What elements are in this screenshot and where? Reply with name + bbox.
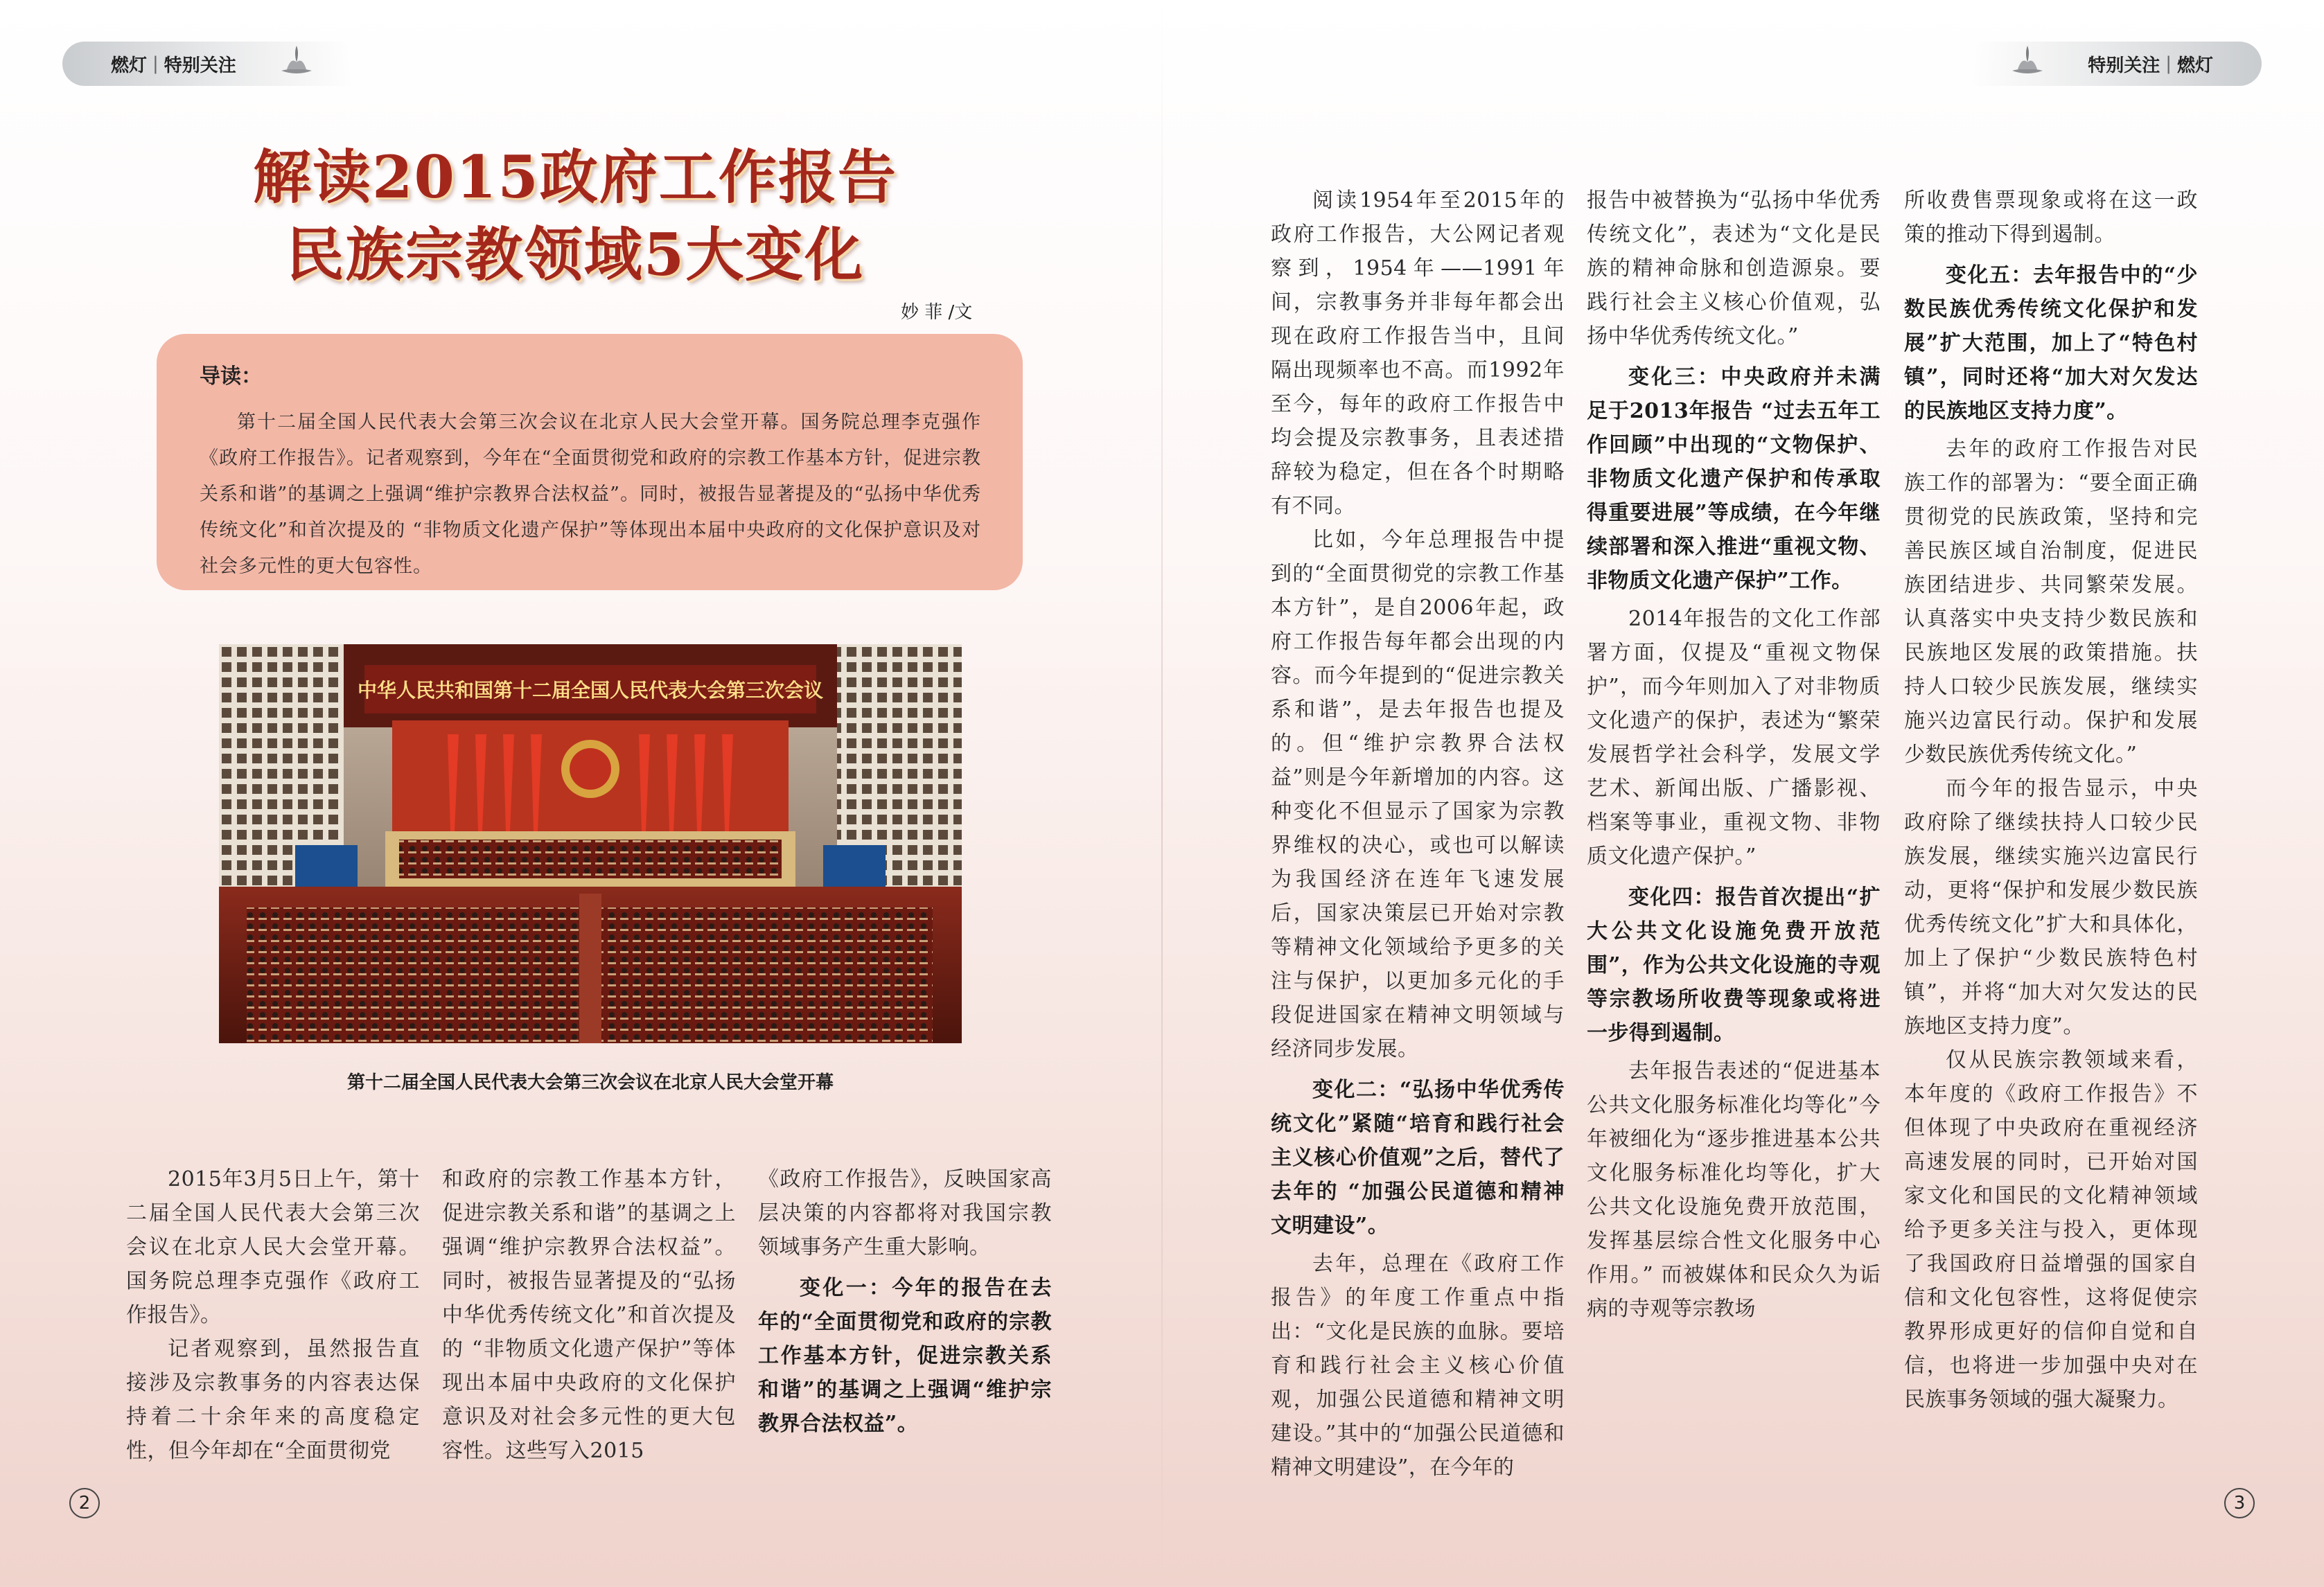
section-name: 特别关注 bbox=[164, 55, 236, 76]
section-name: 特别关注 bbox=[2088, 55, 2160, 76]
title-line-1: 解读2015政府工作报告 bbox=[253, 143, 897, 211]
hall-banner-text: 中华人民共和国第十二届全国人民代表大会第三次会议 bbox=[357, 679, 824, 702]
intro-label: 导读： bbox=[200, 364, 262, 389]
running-header-right bbox=[1971, 42, 2262, 86]
congress-hall-photo bbox=[219, 644, 962, 1043]
body-column-3 bbox=[758, 1162, 1052, 1445]
paragraph: 去年的政府工作报告对民族工作的部署为：“要全面正确贯彻党的民族政策，坚持和完善民族区域自治制度，促进民族团结进步、共同繁荣发展。认真落实中央支持少数民族和民族地区发展的政策措施。扶持人口较少民族发展，继续实施兴边富民行动。保护和发展少数民族优秀传统文化。” bbox=[1904, 437, 2198, 767]
title-line-2: 民族宗教领域5大变化 bbox=[285, 220, 865, 289]
lotus-lamp-icon bbox=[277, 42, 316, 80]
subheading-change-3: 变化三：中央政府并未满足于2013年报告 “过去五年工作回顾”中出现的“文物保护、非物质文化遗产保护和传承取得重要进展”等成绩，在今年继续部署和深入推进“重视文物、非物质文化遗产保护”工作。 bbox=[1587, 365, 1881, 593]
body-column-1 bbox=[126, 1162, 420, 1468]
subheading-change-2: 变化二：“弘扬中华优秀传统文化”紧随“培育和践行社会主义核心价值观”之后，替代了去年的 “加强公民道德和精神文明建设”。 bbox=[1271, 1078, 1565, 1238]
paragraph: 2015年3月5日上午，第十二届全国人民代表大会第三次会议在北京人民大会堂开幕。国务院总理李克强作《政府工作报告》。 bbox=[126, 1167, 420, 1327]
paragraph: 而今年的报告显示，中央政府除了继续扶持人口较少民族发展，继续实施兴边富民行动，更将“保护和发展少数民族优秀传统文化”扩大和具体化，加上了保护“少数民族特色村镇”，并将“加大对欠发达的民族地区支持力度”。 bbox=[1904, 777, 2198, 1038]
page-number-left: 2 bbox=[69, 1488, 100, 1518]
paragraph: 和政府的宗教工作基本方针，促进宗教关系和谐”的基调之上强调“维护宗教界合法权益”。同时，被报告显著提及的“弘扬中华优秀传统文化”和首次提及的 “非物质文化遗产保护”等体现出本届中央政府的文化保护意识及对社会多元性的更大包容性。这些写入2015 bbox=[442, 1167, 736, 1463]
header-divider: | bbox=[152, 53, 159, 74]
magazine-name: 燃灯 bbox=[111, 55, 148, 76]
body-column-6 bbox=[1904, 184, 2198, 1417]
paragraph: 去年，总理在《政府工作报告》的年度工作重点中指出：“文化是民族的血脉。要培育和践行社会主义核心价值观，加强公民道德和精神文明建设。”其中的“加强公民道德和精神文明建设”，在今年的 bbox=[1271, 1252, 1565, 1480]
paragraph: 仅从民族宗教领域来看，本年度的《政府工作报告》不但体现了中央政府在重视经济高速发展的同时，已开始对国家文化和国民的文化精神领域给予更多关注与投入，更体现了我国政府日益增强的国家自信和文化包容性，这将促使宗教界形成更好的信仰自觉和自信，也将进一步加强中央对在民族事务领域的强大凝聚力。 bbox=[1904, 1048, 2198, 1412]
paragraph: 报告中被替换为“弘扬中华优秀传统文化”，表述为“文化是民族的精神命脉和创造源泉。要践行社会主义核心价值观，弘扬中华优秀传统文化。” bbox=[1587, 188, 1881, 348]
paragraph: 去年报告表述的“促进基本公共文化服务标准化均等化”今年被细化为“逐步推进基本公共文化服务标准化均等化，扩大公共文化设施免费开放范围，发挥基层综合性文化服务中心作用。” 而被媒体和民众久为诟病的寺观等宗教场 bbox=[1587, 1059, 1881, 1321]
header-divider: | bbox=[2165, 53, 2172, 74]
screen-left bbox=[295, 845, 358, 887]
photo-illustration bbox=[219, 644, 962, 1043]
paragraph: 《政府工作报告》，反映国家高层决策的内容都将对我国宗教领域事务产生重大影响。 bbox=[758, 1167, 1052, 1259]
paragraph: 比如，今年总理报告中提到的“全面贯彻党的宗教工作基本方针”，是自2006年起，政府工作报告每年都会出现的内容。而今年提到的“促进宗教关系和谐”，是去年报告也提及的。但“维护宗教界合法权益”则是今年新增加的内容。这种变化不但显示了国家为宗教界维权的决心，或也可以解读为我国经济在连年飞速发展后，国家决策层已开始对宗教等精神文化领域给予更多的关注与保护，以更加多元化的手段促进国家在精神文明领域与经济同步发展。 bbox=[1271, 528, 1565, 1061]
paragraph: 所收费售票现象或将在这一政策的推动下得到遏制。 bbox=[1904, 188, 2198, 247]
subheading-change-5: 变化五：去年报告中的“少数民族优秀传统文化保护和发展”扩大范围，加上了“特色村镇”，同时还将“加大对欠发达的民族地区支持力度”。 bbox=[1904, 263, 2198, 423]
paragraph: 2014年报告的文化工作部署方面，仅提及“重视文物保护”，而今年则加入了对非物质文化遗产的保护，表述为“繁荣发展哲学社会科学，发展文学艺术、新闻出版、广播影视、档案等事业，重视文物、非物质文化遗产保护。” bbox=[1587, 607, 1881, 869]
running-header-left bbox=[62, 42, 353, 86]
subheading-change-1: 变化一：今年的报告在去年的“全面贯彻党和政府的宗教工作基本方针，促进宗教关系和谐”的基调之上强调“维护宗教界合法权益”。 bbox=[758, 1276, 1052, 1436]
subheading-change-4: 变化四：报告首次提出“扩大公共文化设施免费开放范围”，作为公共文化设施的寺观等宗教场所收费等现象或将进一步得到遏制。 bbox=[1587, 885, 1881, 1045]
article-title bbox=[229, 139, 922, 294]
screen-right bbox=[823, 845, 886, 887]
page-spine bbox=[1161, 0, 1163, 1587]
magazine-name: 燃灯 bbox=[2176, 55, 2213, 76]
body-column-5 bbox=[1587, 184, 1881, 1326]
intro-text: 第十二届全国人民代表大会第三次会议在北京人民大会堂开幕。国务院总理李克强作《政府工作报告》。记者观察到，今年在“全面贯彻党和政府的宗教工作基本方针，促进宗教关系和谐”的基调之上强调“维护宗教界合法权益”。同时，被报告显著提及的“弘扬中华优秀传统文化”和首次提及的 “非物质文化遗产保护”等体现出本届中央政府的文化保护意识及对社会多元性的更大包容性。 bbox=[200, 411, 981, 577]
paragraph: 阅读1954年至2015年的政府工作报告，大公网记者观察到，1954年——1991年间，宗教事务并非每年都会出现在政府工作报告当中，且间隔出现频率也不高。而1992年至今，每年的政府工作报告中均会提及宗教事务，且表述措辞较为稳定，但在各个时期略有不同。 bbox=[1271, 188, 1565, 518]
page-number-right: 3 bbox=[2224, 1488, 2255, 1518]
paragraph: 记者观察到，虽然报告直接涉及宗教事务的内容表达保持着二十余年来的高度稳定性，但今年却在“全面贯彻党 bbox=[126, 1337, 420, 1463]
byline: 妙 菲 /文 bbox=[901, 302, 973, 323]
photo-caption: 第十二届全国人民代表大会第三次会议在北京人民大会堂开幕 bbox=[346, 1072, 834, 1093]
body-column-4 bbox=[1271, 184, 1565, 1484]
lotus-lamp-icon bbox=[2008, 42, 2047, 80]
intro-box bbox=[157, 334, 1023, 590]
body-column-2 bbox=[442, 1162, 736, 1468]
